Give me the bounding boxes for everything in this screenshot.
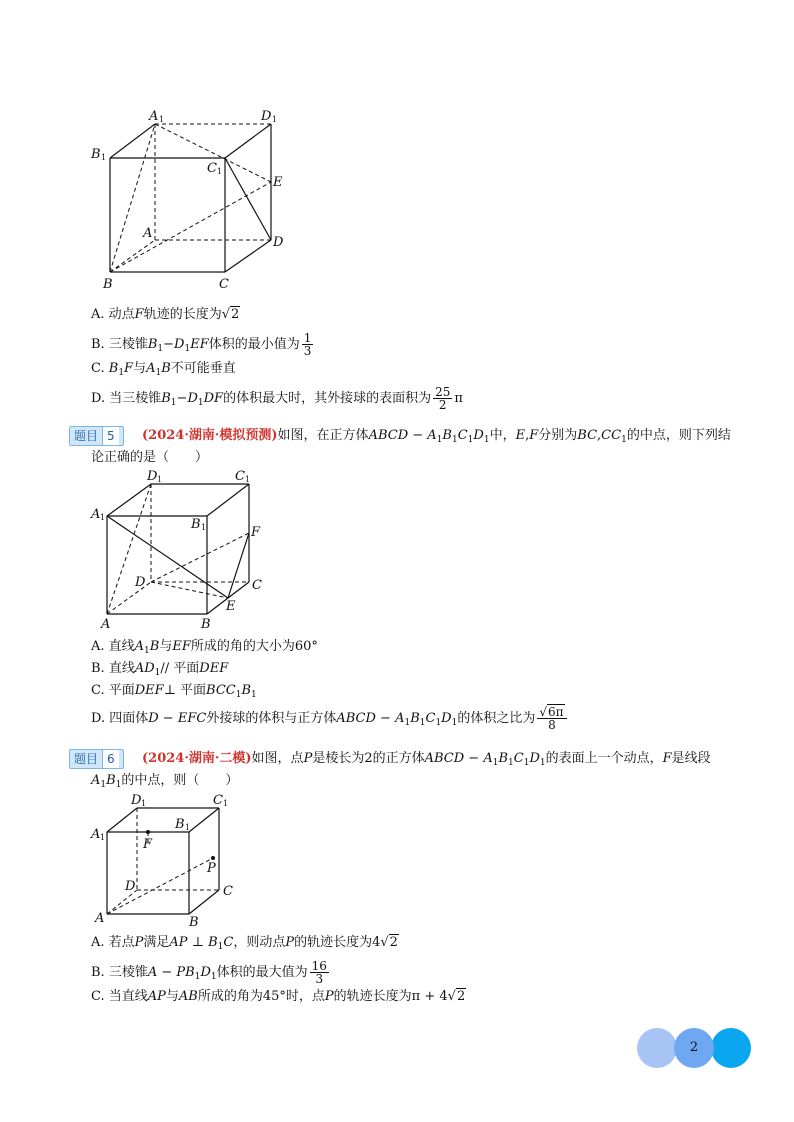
svg-text:1: 1 xyxy=(185,823,191,832)
q5-a-pre: A. 直线 xyxy=(91,639,135,654)
q5-tag xyxy=(69,426,124,446)
q6-tag-label: 题目 xyxy=(74,752,99,766)
q5-stem-line1: (2024·湖南·模拟预测)如图，在正方体ABCD − $A_1B_1C_1D_1$中，E,F分别为$BC,CC_1$的中点，则下列结 xyxy=(142,428,731,445)
q5-a-mid: 与 xyxy=(159,639,173,654)
svg-text:D: D xyxy=(135,575,146,590)
svg-text:1: 1 xyxy=(141,799,147,808)
label-A1-sub: 1 xyxy=(159,115,165,124)
svg-text:C: C xyxy=(235,469,245,484)
q6-stem4: 是线段 xyxy=(671,751,711,766)
q5-stem5: 论正确的是（ ） xyxy=(91,450,209,465)
q4-a-mid: 轨迹的长度为 xyxy=(143,307,222,322)
q4-c-mid1: 与 xyxy=(133,361,147,376)
svg-text:1: 1 xyxy=(100,833,106,842)
q4-c-mid2: 不可能垂直 xyxy=(170,361,236,376)
q5-d-mid: 外接球的体积与正方体 xyxy=(206,711,337,726)
label-D1: D xyxy=(261,109,272,124)
q6-stem-line2: $A_1B_1$的中点，则（ ） xyxy=(91,773,239,790)
svg-text:A: A xyxy=(101,617,111,632)
q5-b-mid: // 平面 xyxy=(160,661,200,676)
label-C1: C xyxy=(207,161,217,176)
svg-text:C: C xyxy=(252,578,262,593)
q4-option-d: D. 当三棱锥$B_1-D_1DF$的体积最大时，其外接球的表面积为 $\frac{25}{2}$ π xyxy=(91,385,463,412)
q5-tag-label: 题目 xyxy=(74,429,99,443)
q5-d-pre: D. 四面体 xyxy=(91,711,149,726)
q5-d-fraction: $\frac{√6\pi}{8}$ xyxy=(537,706,566,731)
figure-q4-cube xyxy=(85,100,305,300)
q5-option-c: C. 平面DEF⊥ 平面$BCC_1B_1$ xyxy=(91,683,257,700)
svg-text:D: D xyxy=(131,793,142,808)
q6-c-end: 的轨迹长度为π + 4 xyxy=(333,989,448,1004)
svg-text:B: B xyxy=(201,617,211,632)
q6-a-value: 2 xyxy=(389,935,398,950)
svg-text:B: B xyxy=(189,915,199,928)
q6-stem5: 的中点，则（ ） xyxy=(121,773,239,788)
q4-d-pre: D. 当三棱锥 xyxy=(91,391,162,406)
figure-q6-cube xyxy=(85,792,255,928)
q6-a-pre: A. 若点 xyxy=(91,935,135,950)
footer-circle-left xyxy=(637,1028,677,1068)
q6-a-post: ，则动点 xyxy=(233,935,286,950)
label-C1-sub: 1 xyxy=(217,167,223,176)
svg-text:F: F xyxy=(251,525,261,540)
q4-b-mid: 体积的最小值为 xyxy=(208,337,300,352)
q6-stem3: 的表面上一个动点， xyxy=(545,751,663,766)
q4-d-fraction: $\frac{25}{2}$ xyxy=(435,385,451,412)
q4-d-mid: 的体积最大时，其外接球的表面积为 xyxy=(223,391,432,406)
q6-option-a: A. 若点P满足AP ⊥ $B_1C$，则动点P的轨迹长度为4√2 xyxy=(91,935,398,952)
q5-stem3: 分别为 xyxy=(538,428,578,443)
svg-text:F: F xyxy=(143,837,153,852)
label-C: C xyxy=(219,277,229,292)
q4-d-pi: π xyxy=(454,391,463,406)
q5-option-a: A. 直线$A_1B$与EF所成的角的大小为60° xyxy=(91,639,318,656)
footer-circle-right xyxy=(711,1028,751,1068)
page-number-badge xyxy=(674,1028,714,1068)
svg-text:A: A xyxy=(95,911,105,926)
svg-text:A: A xyxy=(91,827,101,842)
label-B1: B xyxy=(91,147,101,162)
q6-c-mid2: 所成的角为45°时，点 xyxy=(197,989,325,1004)
svg-text:D: D xyxy=(125,879,136,894)
q6-number: 6 xyxy=(102,750,119,768)
q5-stem4: 的中点，则下列结 xyxy=(626,428,731,443)
q6-option-b: B. 三棱锥$A - PB_1D_1$体积的最大值为 $\frac{16}{3}$ xyxy=(91,959,327,986)
q6-stem2: 是棱长为2的正方体 xyxy=(312,751,425,766)
svg-text:E: E xyxy=(226,599,236,614)
q4-option-b: B. 三棱锥$B_1-D_1EF$体积的最小值为 $\frac{1}{3}$ xyxy=(91,331,312,358)
label-B1-sub: 1 xyxy=(101,153,107,162)
svg-text:1: 1 xyxy=(157,475,163,484)
q4-option-c: C. $B_1F$与$A_1B$不可能垂直 xyxy=(91,361,236,378)
q5-a-post: 所成的角的大小为60° xyxy=(190,639,318,654)
q6-c-pre: C. 当直线 xyxy=(91,989,148,1004)
q5-stem2: 中， xyxy=(489,428,516,443)
page-number: 2 xyxy=(689,1040,699,1055)
q6-stem-line1: (2024·湖南·二模)如图，点P是棱长为2的正方体ABCD − $A_1B_1C_1D_1$的表面上一个动点，F是线段 xyxy=(142,751,711,768)
q5-c-mid: ⊥ 平面 xyxy=(163,683,207,698)
figure-q5-cube xyxy=(85,468,285,634)
q5-d-post: 的体积之比为 xyxy=(457,711,536,726)
label-D: D xyxy=(273,235,284,250)
q4-option-a: A. 动点F轨迹的长度为√2 xyxy=(91,307,240,322)
label-E: E xyxy=(273,175,283,190)
q6-source: (2024·湖南·二模) xyxy=(142,751,252,766)
svg-text:1: 1 xyxy=(245,475,251,484)
svg-text:B: B xyxy=(175,817,185,832)
q5-stem1: 如图，在正方体 xyxy=(277,428,369,443)
q6-a-end: 的轨迹长度为4 xyxy=(294,935,381,950)
label-D1-sub: 1 xyxy=(272,115,278,124)
svg-text:D: D xyxy=(147,469,158,484)
svg-text:P: P xyxy=(207,861,216,876)
q6-a-mid: 满足 xyxy=(143,935,170,950)
q6-b-fraction: $\frac{16}{3}$ xyxy=(311,959,327,986)
q4-a-value: 2 xyxy=(231,307,240,322)
q6-b-mid: 体积的最大值为 xyxy=(216,965,308,980)
q4-b-fraction: $\frac{1}{3}$ xyxy=(303,331,312,358)
q6-c-value: 2 xyxy=(456,989,466,1004)
q5-c-pre: C. 平面 xyxy=(91,683,135,698)
q5-option-d: D. 四面体D − EFC外接球的体积与正方体ABCD − $A_1B_1C_1D_1$的体积之比为 $\frac{√6\pi}{8}$ xyxy=(91,706,569,732)
label-B: B xyxy=(103,277,113,292)
q5-b-pre: B. 直线 xyxy=(91,661,135,676)
q6-c-mid: 与 xyxy=(165,989,179,1004)
q6-stem1: 如图，点 xyxy=(251,751,304,766)
svg-text:C: C xyxy=(223,884,233,899)
svg-text:C: C xyxy=(213,793,223,808)
label-A: A xyxy=(143,226,153,241)
svg-text:1: 1 xyxy=(223,799,229,808)
q5-number: 5 xyxy=(102,427,119,445)
q6-option-c: C. 当直线AP与AB所成的角为45°时，点P的轨迹长度为π + 4√2 xyxy=(91,989,466,1004)
q5-stem-line2 xyxy=(91,448,208,468)
q4-a-pre: A. 动点 xyxy=(91,307,135,322)
svg-text:1: 1 xyxy=(100,513,106,522)
label-A1: A xyxy=(149,109,159,124)
q5-option-b: B. 直线$AD_1//$ 平面DEF xyxy=(91,661,229,678)
q6-b-pre: B. 三棱锥 xyxy=(91,965,148,980)
svg-text:1: 1 xyxy=(201,523,207,532)
q6-tag xyxy=(69,749,124,769)
svg-text:B: B xyxy=(191,517,201,532)
q4-b-pre: B. 三棱锥 xyxy=(91,337,148,352)
svg-text:A: A xyxy=(91,507,101,522)
q5-source: (2024·湖南·模拟预测) xyxy=(142,428,278,443)
